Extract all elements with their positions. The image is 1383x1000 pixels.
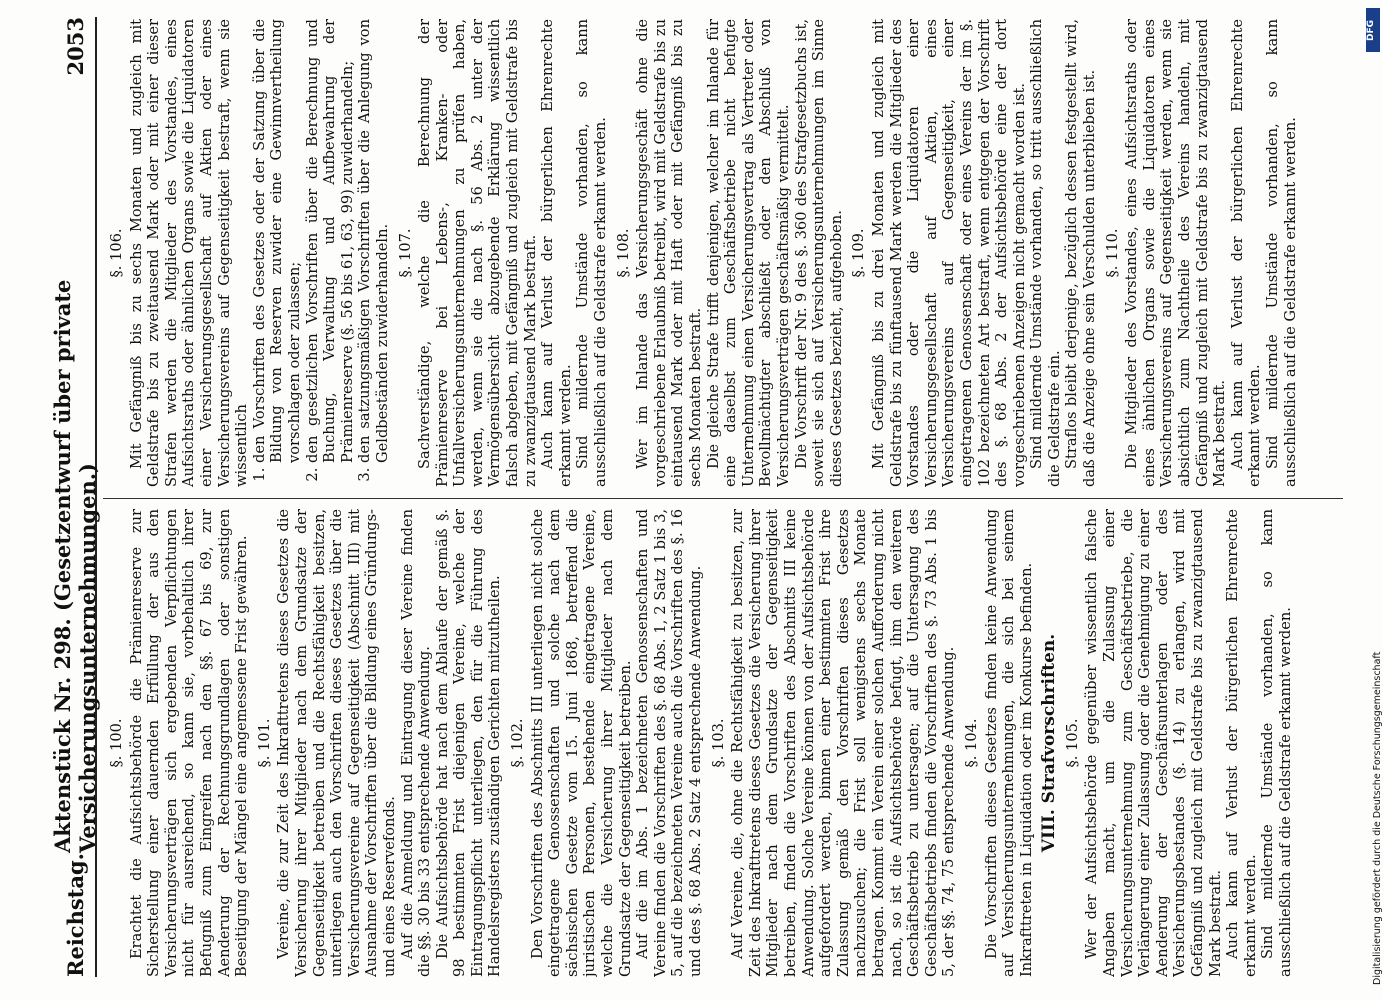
body-paragraph: Straflos bleibt derjenige, bezüglich dessen festgestellt wird, daß die Anzeige ohne sein Verschulden unterblieben ist. bbox=[1063, 19, 1099, 487]
body-paragraph: Sind mildernde Umstände vorhanden, so kann ausschließlich auf die Geldstrafe erkannt werden. bbox=[1259, 509, 1294, 977]
body-paragraph: Auch kann auf Verlust der bürgerlichen Ehrenrechte erkannt werden. bbox=[1224, 509, 1259, 977]
body-paragraph: Die gleiche Strafe trifft denjenigen, welcher im Inlande für eine daselbst zum Geschäftsbetriebe nicht befugte Unternehmung einen Versicherungsvertrag als Vertreter oder Bevollmächtigter abschließt oder den Abschluß von Versicherungsverträgen geschäftsmäßig vermittelt. bbox=[704, 19, 792, 487]
body-paragraph: Sind mildernde Umstände vorhanden, so tritt ausschließlich die Geldstrafe ein. bbox=[1028, 19, 1063, 487]
section-heading: VIII. Strafvorschriften. bbox=[1039, 633, 1060, 853]
body-paragraph: Die Aufsichtsbehörde hat nach dem Ablaufe der gemäß §. 98 bestimmten Frist diejenigen Vereine, welche der Eintragungspflicht unterliegen, den für die Führung des Handelsregisters zuständigen Gerichten mitzutheilen. bbox=[433, 509, 504, 977]
paragraph-number: §. 104. bbox=[962, 718, 980, 768]
paragraph-number: §. 107. bbox=[396, 228, 414, 278]
paragraph-number: §. 106. bbox=[108, 228, 125, 278]
digitization-credit: Digitalisierung gefördert durch die Deutsche Forschungsgemeinschaft bbox=[1372, 651, 1383, 985]
body-paragraph: Erachtet die Aufsichtsbehörde die Prämienreserve zur Sicherstellung einer dauernden Erfüllung der aus den Versicherungsverträgen sich ergebenden Verpflichtungen nicht für ausreichend, so kann sie, vorbehaltlich ihrer Befugniß zum Eingreifen nach den §§. 67 bis 69, zur Aenderung der Rechnungsgrundlagen oder sonstigen Beseitigung der Mängel eine angemessene Frist gewähren. bbox=[127, 509, 251, 977]
paragraph-number: §. 105. bbox=[1063, 718, 1081, 768]
body-paragraph: Wer im Inlande das Versicherungsgeschäft ohne die vorgeschriebene Erlaubniß betreibt, wird mit Geldstrafe bis zu eintausend Mark oder mit Haft oder mit Gefängniß bis zu sechs Monaten bestraft. bbox=[634, 19, 704, 487]
list-item: 3. den satzungsmäßigen Vorschriften über die Anlegung von Geldbeständen zuwiderhandeln. bbox=[356, 19, 391, 463]
paragraph-number: §. 100. bbox=[108, 718, 125, 768]
list-item: 1. den Vorschriften des Gesetzes oder der Satzung über die Bildung von Reserven zuwider eine Gewinnvertheilung vorschlagen oder zulassen; bbox=[251, 19, 304, 463]
body-paragraph: Sachverständige, welche die Berechnung der Prämienreserve bei Lebens-, Kranken- oder Unfallversicherungsunternehmungen zu prüfen haben, werden, wenn sie die nach §. 56 Abs. 2 unter der Vermögensübersicht abzugebende Erklärung wissentlich falsch abgeben, mit Gefängniß und zugleich mit Geldstrafe bis zu zwanzigtausend Mark bestraft. bbox=[416, 19, 539, 487]
body-paragraph: Auf die im Abs. 1 bezeichneten Genossenschaften und Vereine finden die Vorschriften des §. 68 Abs. 1, 2 Satz 1 bis 3, 5, auf die bezeichneten Vereine auch die Vorschriften des §. 16 und des §. 68 Abs. 2 Satz 4 entsprechende Anwendung. bbox=[634, 509, 704, 977]
paragraph-number: §. 101. bbox=[255, 718, 273, 768]
body-paragraph: Die Mitglieder des Vorstandes, eines Aufsichtsraths oder eines ähnlichen Organs sowie die Liquidatoren eines Versicherungsvereins auf Gegenseitigkeit werden, wenn sie absichtlich zum Nachtheile des Vereins handeln, mit Gefängniß und zugleich mit Geldstrafe bis zu zwanzigtausend Mark bestraft. bbox=[1123, 19, 1229, 487]
body-paragraph: Sind mildernde Umstände vorhanden, so kann ausschließlich auf die Geldstrafe erkannt werden. bbox=[574, 19, 610, 487]
paragraph-number: §. 108. bbox=[614, 228, 632, 278]
body-paragraph: Auch kann auf Verlust der bürgerlichen Ehrenrechte erkannt werden. bbox=[539, 19, 574, 487]
body-paragraph: Auf Vereine, die, ohne die Rechtsfähigkeit zu besitzen, zur Zeit des Inkrafttretens dieses Gesetzes die Versicherung ihrer Mitglieder nach dem Grundsatze der Gegenseitigkeit betreiben, finden die Vorschriften des Abschnitts III keine Anwendung. Solche Vereine können von der Aufsichtsbehörde aufgefordert werden, binnen einer bestimmten Frist ihre Zulassung gemäß den Vorschriften dieses Gesetzes nachzusuchen; die Frist soll wenigstens sechs Monate betragen. Kommt ein Verein einer solchen Aufforderung nicht nach, so ist die Aufsichtsbehörde befugt, ihm den weiteren Geschäftsbetrieb zu untersagen; auf die Untersagung des Geschäftsbetriebs finden die Vorschriften des §. 73 Abs. 1 bis 5, der §§. 74, 75 entsprechende Anwendung. bbox=[729, 509, 958, 977]
list-item: 2. den gesetzlichen Vorschriften über die Berechnung und Buchung, Verwaltung und Aufbewahrung der Prämienreserve (§. 56 bis 61, 63, 99) zuwiderhandeln; bbox=[304, 19, 357, 463]
rotated-page-content bbox=[50, 17, 1355, 977]
paragraph-number: §. 110. bbox=[1103, 228, 1121, 278]
body-paragraph: Die Vorschrift der Nr. 9 des §. 360 des Strafgesetzbuchs ist, soweit sie sich auf Versicherungsunternehmungen im Sinne dieses Gesetzes bezieht, aufgehoben. bbox=[792, 19, 845, 487]
body-paragraph: Auf die Anmeldung und Eintragung dieser Vereine finden die §§. 30 bis 33 entsprechende Anwendung. bbox=[398, 509, 434, 977]
paragraph-number: §. 109. bbox=[850, 228, 868, 278]
body-paragraph: Mit Gefängniß bis zu drei Monaten und zugleich mit Geldstrafe bis zu fünftausend Mark werden die Mitglieder des Vorstandes oder die Liquidatoren einer Versicherungsgesellschaft auf Aktien, eines Versicherungsvereins auf Gegenseitigkeit, einer eingetragenen Genossenschaft oder eines Vereins der im §. 102 bezeichneten Art bestraft, wenn entgegen der Vorschrift des §. 68 Abs. 2 der Aufsichtsbehörde eine der dort vorgeschriebenen Anzeigen nicht gemacht worden ist. bbox=[869, 19, 1028, 487]
body-paragraph: Den Vorschriften des Abschnitts III unterliegen nicht solche eingetragene Genossenschaften und solche nach dem sächsischen Gesetze vom 15. Juni 1868, betreffend die juristischen Personen, bestehende eingetragene Vereine, welche die Versicherung ihrer Mitglieder nach dem Grundsatze der Gegenseitigkeit betreiben. bbox=[528, 509, 634, 977]
column-rule bbox=[103, 498, 1343, 499]
body-paragraph: Vereine, die zur Zeit des Inkrafttretens dieses Gesetzes die Versicherung ihrer Mitglieder nach dem Grundsatze der Gegenseitigkeit betreiben und die Rechtsfähigkeit besitzen, unterliegen auch den Vorschriften dieses Gesetzes über die Versicherungsvereine auf Gegenseitigkeit (Abschnitt III) mit Ausnahme der Vorschriften über die Bildung eines Gründungs- und eines Reservefonds. bbox=[275, 509, 398, 977]
page-header bbox=[50, 17, 100, 977]
dfg-logo: DFG bbox=[1366, 8, 1380, 52]
body-paragraph: Wer der Aufsichtsbehörde gegenüber wissentlich falsche Angaben macht, um die Zulassung einer Versicherungsunternehmung zum Geschäftsbetriebe, die Verlängerung einer Zulassung oder die Genehmigung zu einer Aenderung der Geschäftsunterlagen oder des Versicherungsbestandes (§. 14) zu erlangen, wird mit Gefängniß und zugleich mit Geldstrafe bis zu zwanzigtausend Mark bestraft. bbox=[1083, 509, 1224, 977]
body-paragraph: Die Vorschriften dieses Gesetzes finden keine Anwendung auf Versicherungsunternehmungen, die sich bei seinem Inkrafttreten in Liquidation oder im Konkurse befinden. bbox=[982, 509, 1035, 977]
body-paragraph: Mit Gefängniß bis zu sechs Monaten und zugleich mit Geldstrafe bis zu zweitausend Mark oder mit einer dieser Strafen werden die Mitglieder des Vorstandes, eines Aufsichtsraths oder ähnlichen Organs sowie die Liquidatoren einer Versicherungsgesellschaft auf Aktien oder eines Versicherungsvereins auf Gegenseitigkeit bestraft, wenn sie wissentlich bbox=[127, 19, 251, 487]
left-column bbox=[103, 509, 1348, 977]
numbered-list bbox=[251, 19, 392, 487]
page-number: 2053 bbox=[62, 17, 88, 76]
body-paragraph: Sind mildernde Umstände vorhanden, so kann ausschließlich auf die Geldstrafe erkannt werden. bbox=[1264, 19, 1299, 487]
header-title: Aktenstück Nr. 298. (Gesetzentwurf über private Versicherungsunternehmungen.) bbox=[50, 279, 100, 854]
paragraph-number: §. 103. bbox=[709, 718, 727, 768]
paragraph-number: §. 102. bbox=[509, 718, 527, 768]
header-left: Reichstag. bbox=[62, 853, 88, 977]
right-column bbox=[103, 19, 1348, 487]
body-paragraph: Auch kann auf Verlust der bürgerlichen Ehrenrechte erkannt werden. bbox=[1228, 19, 1264, 487]
text-columns bbox=[103, 17, 1348, 977]
